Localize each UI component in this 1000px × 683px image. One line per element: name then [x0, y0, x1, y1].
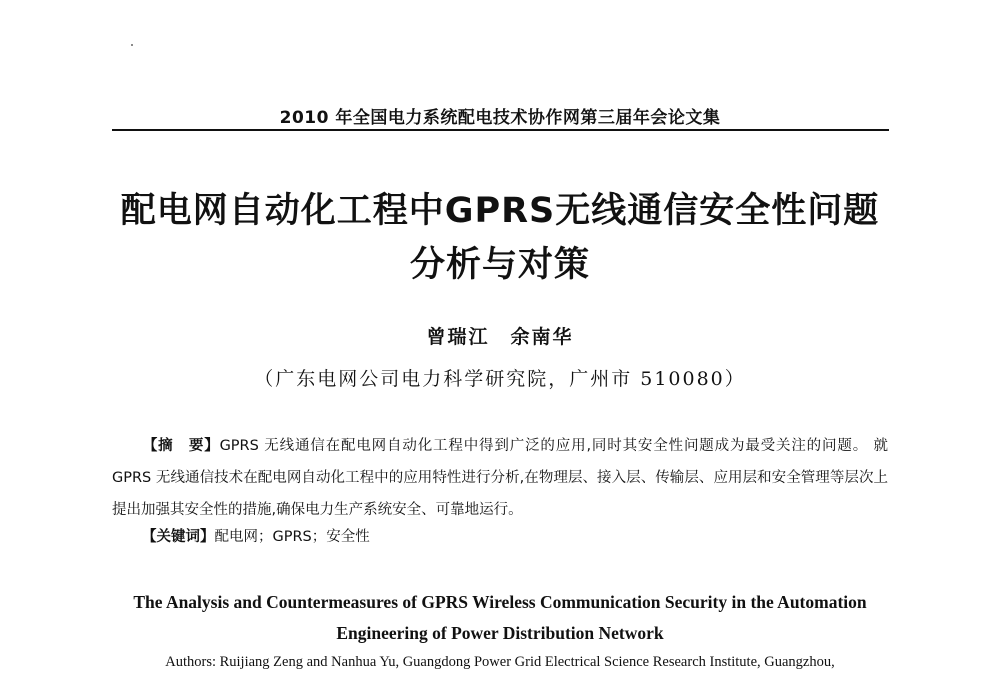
proceedings-header: 2010 年全国电力系统配电技术协作网第三届年会论文集 [279, 108, 721, 128]
scan-speck [131, 44, 133, 46]
keywords-text: 配电网；GPRS；安全性 [214, 529, 370, 545]
abstract-label: 【摘 要】 [142, 438, 220, 454]
english-title-line-1: The Analysis and Countermeasures of GPRS Wireless Communication Security in the Automation [133, 592, 867, 612]
paper-title-line-1: 配电网自动化工程中GPRS无线通信安全性问题 [120, 191, 880, 231]
paper-authors: 曾瑞江 余南华 [426, 326, 574, 348]
english-title-line-2: Engineering of Power Distribution Network [336, 623, 664, 643]
keywords-label: 【关键词】 [142, 529, 215, 545]
english-authors-line: Authors: Ruijiang Zeng and Nanhua Yu, Guangdong Power Grid Electrical Science Research Institute, Guangzhou, [165, 654, 835, 670]
abstract-text: GPRS 无线通信在配电网自动化工程中得到广泛的应用,同时其安全性问题成为最受关注的问题。 就 GPRS 无线通信技术在配电网自动化工程中的应用特性进行分析,在物理层、接入层、传输层、应用层和安全管理等层次上提出加强其安全性的措施,确保电力生产系统安全、可靠地运行。 [112, 438, 889, 518]
keywords-line [142, 525, 370, 546]
paper-affiliation: （广东电网公司电力科学研究院，广州市 510080） [254, 368, 746, 390]
paper-title-line-2: 分析与对策 [409, 245, 590, 285]
header-rule [112, 129, 889, 131]
abstract-paragraph [112, 430, 888, 526]
